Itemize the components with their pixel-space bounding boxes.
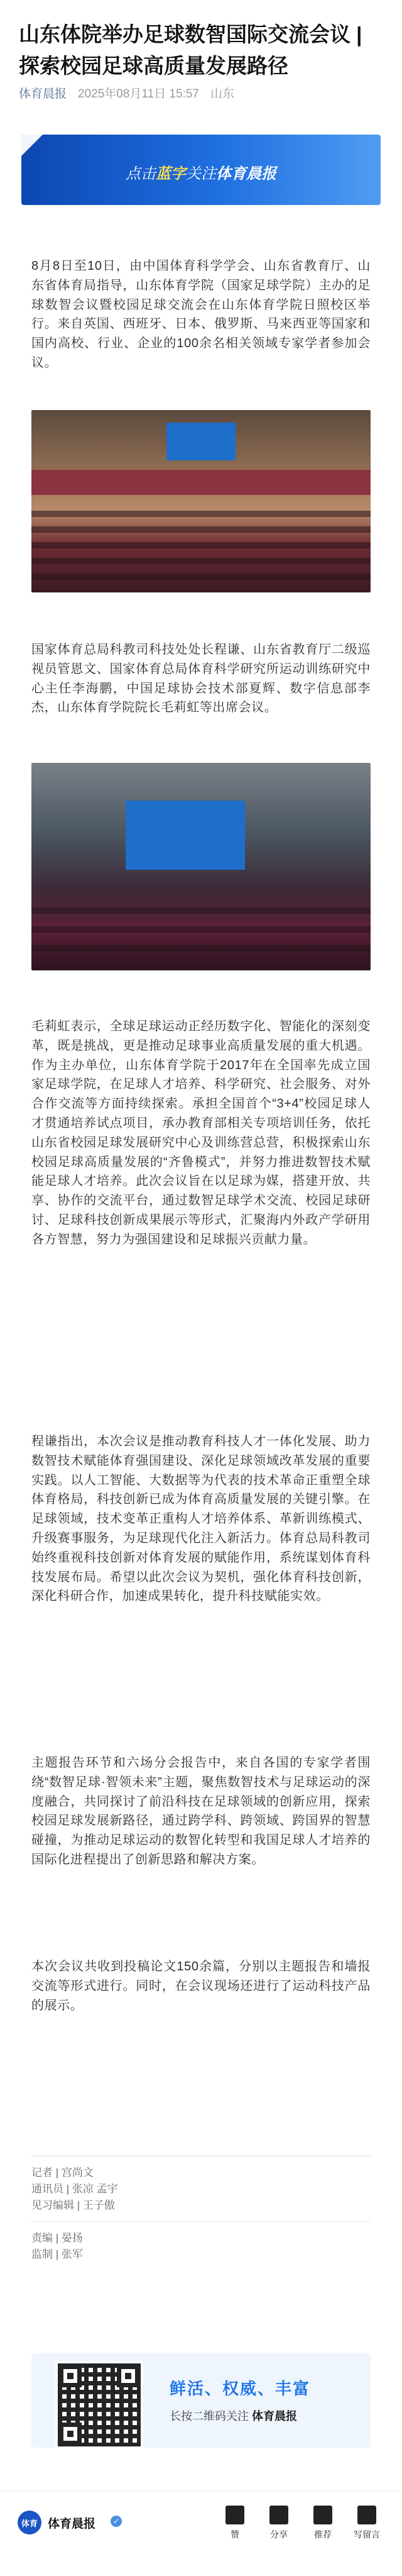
promo-slogan: 鲜活、权威、丰富 [170,2379,311,2398]
photo-audience-row [31,574,371,580]
comment-label: 写留言 [354,2529,380,2540]
qr-finder-pattern [117,2365,139,2387]
qr-finder-pattern [59,2365,82,2387]
banner-text [21,156,381,187]
photo-audience-row [31,926,371,933]
share-button[interactable] [261,2506,296,2541]
credit-reporter: 记者 | 宫尚文 [31,2167,94,2179]
recommend-label: 推荐 [314,2529,332,2540]
like-icon [225,2506,244,2524]
divider [31,2156,371,2157]
qr-finder-pattern [59,2423,82,2445]
photo-audience-row [31,526,371,533]
photo-stage-screen [166,423,236,460]
banner-prefix: 点击 [126,165,156,182]
photo-audience-row [31,558,371,564]
bottom-action-bar [0,2490,402,2576]
photo-audience-row [31,945,371,952]
recommend-icon [313,2506,332,2524]
paragraph-mao-speech: 毛莉虹表示，全球足球运动正经历数字化、智能化的深刻变革，既是挑战，更是推动足球事业高质量发展的重大机遇。作为主办单位，山东体育学院于2017年在全国率先成立国家足球学院，在足球人才培养、科学研究、社会服务、对外合作交流等方面持续探索。承担全国首个“3+4”校园足球人才贯通培养试点项目，承办教育部相关专项培训任务，依托山东省校园足球发展研究中心及训练营总营，积极探索山东校园足球高质量发展的“齐鲁模式”，并努力推进数智技术赋能足球人才培养。此次会议旨在以足球为媒，搭建开放、共享、协作的交流平台，通过数智足球学术交流、校园足球研讨、足球科技创新成果展示等形式，汇聚海内外政产学研用各方智慧，努力为强国建设和足球振兴贡献力量。 [31,1019,371,1246]
publish-location: 山东 [210,87,234,101]
banner-highlight: 蓝字 [156,165,186,182]
article-title: 山东体院举办足球数智国际交流会议 | 探索校园足球高质量发展路径 [19,23,362,77]
photo-audience-row [31,511,371,517]
paragraph-cheng-speech: 程谦指出，本次会议是推动教育科技人才一体化发展、助力数智技术赋能体育强国建设、深化足球领域改革发展的重要实践。以人工智能、大数据等为代表的技术革命正重塑全球体育格局，科技创新已成为体育高质量发展的关键引擎。在足球领域，技术变革正重构人才培养体系、革新训练模式、升级赛事服务，为足球现代化注入新活力。体育总局科教司始终重视科技创新对体育发展的赋能作用，系统谋划体育科技发展布局。希望以此次会议为契机，强化体育科技创新，深化科研合作，加速成果转化，提升科技赋能实效。 [31,1435,371,1604]
divider [31,2221,371,2222]
credit-editor: 责编 | 晏扬 [31,2232,83,2244]
article-meta [19,84,234,101]
credit-correspondent: 通讯员 | 张凉 孟宇 [31,2183,118,2195]
paragraph-attendees: 国家体育总局科教司科技处处长程谦、山东省教育厅二级巡视员管恩文、国家体育总局体育科学研究所运动训练研究中心主任李海鹏，中国足球协会技术部夏辉、数字信息部李杰，山东体育学院院长毛莉虹等出席会议。 [31,643,371,715]
credit-intern-editor: 见习编辑 | 王子傲 [31,2199,115,2211]
promo-sub-brand: 体育晨报 [252,2410,298,2423]
photo-audience-row [31,908,371,914]
like-button[interactable] [217,2506,253,2541]
conference-photo-speaker[interactable] [31,763,371,970]
account-avatar[interactable]: 体育 [18,2511,41,2534]
banner-middle: 关注 [186,165,216,182]
banner-corner-decoration [21,135,43,156]
account-name[interactable]: 体育晨报 [48,2518,96,2531]
like-label: 赞 [231,2529,239,2540]
promo-subtitle [170,2407,297,2424]
photo-stage [31,470,371,495]
source-account-link[interactable]: 体育晨报 [19,87,67,101]
verified-icon: ✓ [111,2516,122,2527]
share-label: 分享 [270,2529,288,2540]
qr-code[interactable] [55,2361,143,2449]
comment-button[interactable] [349,2506,384,2541]
publish-datetime: 2025年08月11日 15:57 [78,87,199,101]
banner-brand: 体育晨报 [216,165,276,182]
recommend-button[interactable] [305,2506,340,2541]
photo-projection-screen [126,801,245,870]
follow-banner[interactable] [21,135,381,205]
comment-icon [357,2506,376,2524]
photo-audience-row [31,542,371,548]
paragraph-papers: 本次会议共收到投稿论文150余篇，分别以主题报告和墙报交流等形式进行。同时，在会议现场还进行了运动科技产品的展示。 [31,1960,371,2012]
credit-supervisor: 监制 | 张军 [31,2248,83,2260]
paragraph-intro: 8月8日至10日，由中国体育科学学会、山东省教育厅、山东省体育局指导，山东体育学院（国家足球学院）主办的足球数智会议暨校园足球交流会在山东体育学院日照校区举行。来自英国、西班牙、日本、俄罗斯、马来西亚等国家和国内高校、行业、企业的100余名相关领域专家学者参加会议。 [31,259,371,370]
share-icon [269,2506,288,2524]
paragraph-reports: 主题报告环节和六场分会报告中，来自各国的专家学者围绕“数智足球·智领未来”主题，聚焦数智技术与足球运动的深度融合，共同探讨了前沿科技在足球领域的创新应用，探索校园足球发展新路径，通过跨学科、跨领域、跨国界的智慧碰撞，为推动足球运动的数智化转型和我国足球人才培养的国际化进程提出了创新思路和解决方案。 [31,1756,371,1867]
promo-sub-prefix: 长按二维码关注 [170,2410,249,2423]
conference-photo-hall[interactable] [31,410,371,592]
